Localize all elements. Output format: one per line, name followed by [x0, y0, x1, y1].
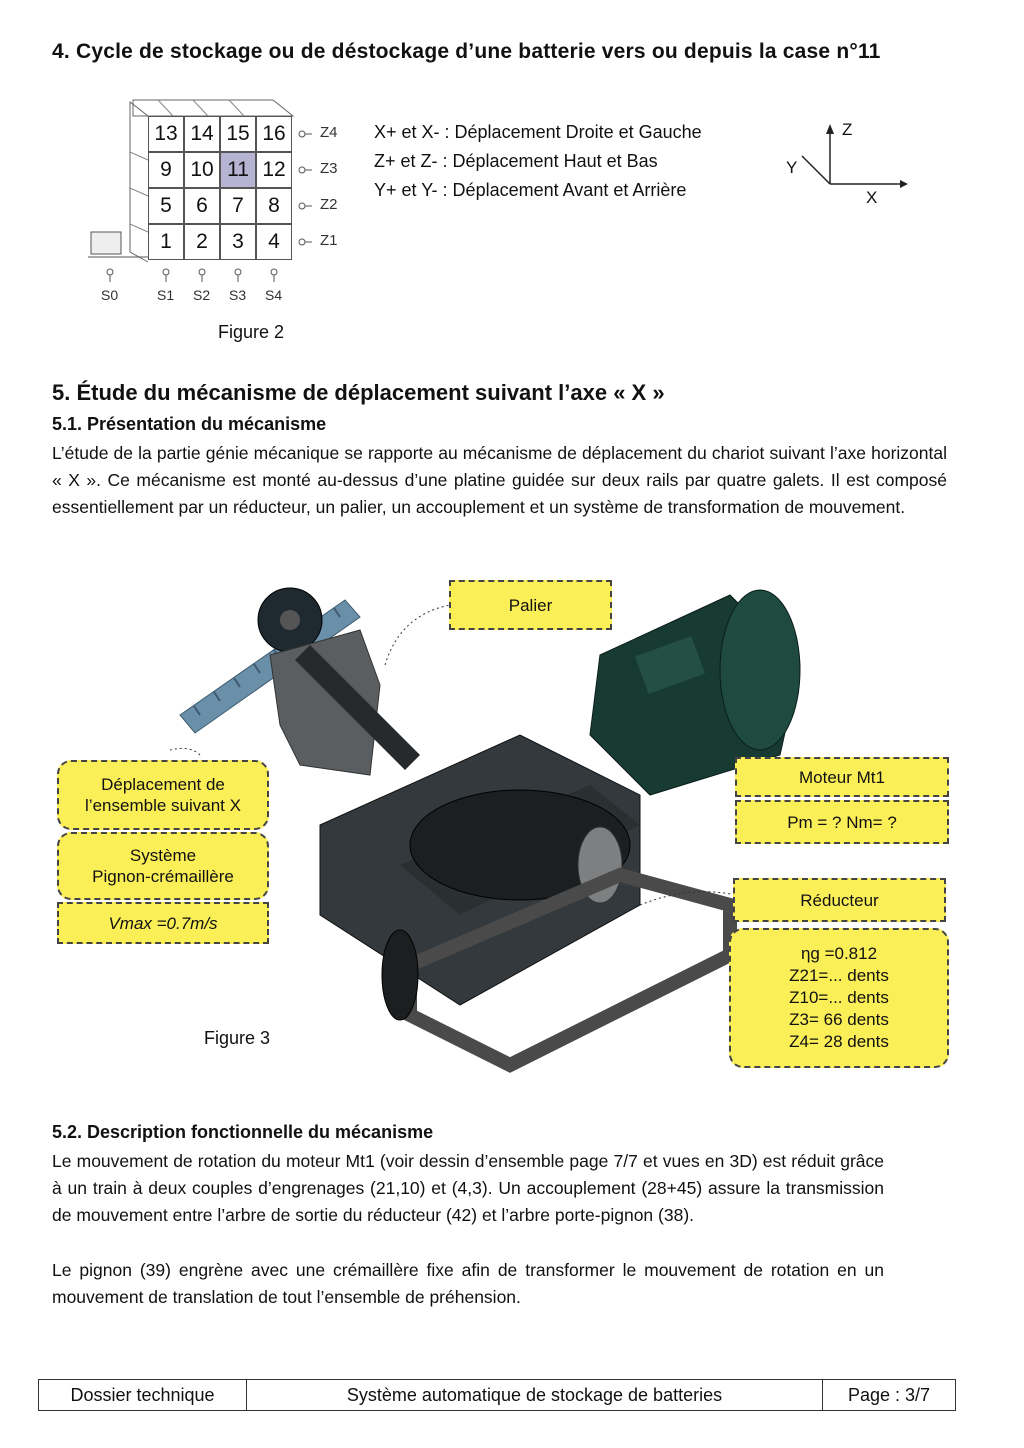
level-label: Z2: [320, 196, 338, 213]
palier-callout: [449, 580, 612, 630]
z3-value: Z3= 66 dents: [789, 1010, 889, 1029]
legend-x: X+ et X- : Déplacement Droite et Gauche: [374, 122, 702, 142]
systeme-line-1: Système: [129, 846, 197, 865]
deplacement-line-2: l’ensemble suivant X: [85, 796, 241, 815]
mechanism-illustration: [170, 575, 810, 1075]
axis-x-label: X: [866, 188, 878, 207]
cell: 7: [220, 188, 256, 224]
legend-z: Z+ et Z- : Déplacement Haut et Bas: [374, 151, 658, 171]
sensor-label: S0: [101, 287, 119, 303]
cell: 1: [148, 224, 184, 260]
subsection-5-2-title: 5.2. Description fonctionnelle du mécanisme: [52, 1122, 434, 1142]
cell: 10: [184, 152, 220, 188]
deplacement-line-1: Déplacement de: [101, 775, 225, 794]
cell-highlighted: 11: [220, 152, 256, 188]
section-5-title: 5. Étude du mécanisme de déplacement suivant l’axe « X »: [52, 380, 665, 405]
cell: 15: [220, 116, 256, 152]
level-label: Z4: [320, 124, 338, 141]
figure-3-caption: Figure 3: [204, 1028, 271, 1048]
section-4-title: 4. Cycle de stockage ou de déstockage d’une batterie vers ou depuis la case n°11: [52, 40, 881, 63]
cell: 16: [256, 116, 292, 152]
footer-left: Dossier technique: [39, 1380, 247, 1410]
axis-y-label: Y: [786, 158, 798, 177]
cell: 6: [184, 188, 220, 224]
reducteur-values-callout: [729, 928, 949, 1068]
paragraph-presentation: L’étude de la partie génie mécanique se rapporte au mécanisme de déplacement du chariot suivant l’axe horizontal « X ». Ce mécanisme est monté au-dessus d’une platine guidée sur deux rails par quatre galets. Il est composé essentiellement par un réducteur, un palier, un accouplement et un système de transformation de mouvement.: [52, 443, 947, 517]
reducteur-label: Réducteur: [800, 890, 879, 910]
vmax-callout: [57, 902, 269, 944]
paragraph-pignon: Le pignon (39) engrène avec une crémaillère fixe afin de transformer le mouvement de rotation en un mouvement de translation de tout l’ensemble de préhension.: [52, 1260, 884, 1307]
z10-value: Z10=... dents: [789, 988, 889, 1007]
figure-2-caption: Figure 2: [218, 322, 285, 342]
vmax-value: Vmax =0.7m/s: [108, 913, 218, 933]
sensor-label: S4: [265, 287, 283, 303]
sensor-label: S3: [229, 287, 247, 303]
footer-center: Système automatique de stockage de batteries: [247, 1380, 823, 1410]
cell: 12: [256, 152, 292, 188]
cell: 13: [148, 116, 184, 152]
reducteur-callout: [733, 878, 946, 922]
cell: 2: [184, 224, 220, 260]
cell: 14: [184, 116, 220, 152]
systeme-callout: [57, 832, 269, 900]
z21-value: Z21=... dents: [789, 966, 889, 985]
axis-z-label: Z: [842, 120, 853, 139]
level-label: Z3: [320, 160, 338, 177]
palier-label: Palier: [508, 595, 553, 615]
page-footer: [38, 1379, 956, 1411]
cell: 8: [256, 188, 292, 224]
moteur-values: Pm = ? Nm= ?: [787, 812, 897, 832]
moteur-callout: [735, 757, 949, 797]
paragraph-description: Le mouvement de rotation du moteur Mt1 (voir dessin d’ensemble page 7/7 et vues en 3D) est réduit grâce à un train à deux couples d’engrenages (21,10) et (4,3). Un accouplement (28+45) assure la transmission de mouvement entre l’arbre de sortie du réducteur (42) et l’arbre porte-pignon (38).: [52, 1151, 884, 1225]
deplacement-callout: [57, 760, 269, 830]
moteur-label: Moteur Mt1: [799, 767, 885, 787]
sensor-label: S1: [157, 287, 175, 303]
eta-value: ηg =0.812: [800, 944, 878, 963]
sensor-label: S2: [193, 287, 211, 303]
cell: 4: [256, 224, 292, 260]
subsection-5-1-title: 5.1. Présentation du mécanisme: [52, 414, 327, 434]
z4-value: Z4= 28 dents: [789, 1032, 889, 1051]
legend-y: Y+ et Y- : Déplacement Avant et Arrière: [374, 180, 687, 200]
cell: 3: [220, 224, 256, 260]
cell: 5: [148, 188, 184, 224]
moteur-values-callout: [735, 800, 949, 844]
cell: 9: [148, 152, 184, 188]
systeme-line-2: Pignon-crémaillère: [92, 867, 234, 886]
footer-page-number: Page : 3/7: [847, 1385, 931, 1405]
level-label: Z1: [320, 232, 338, 249]
